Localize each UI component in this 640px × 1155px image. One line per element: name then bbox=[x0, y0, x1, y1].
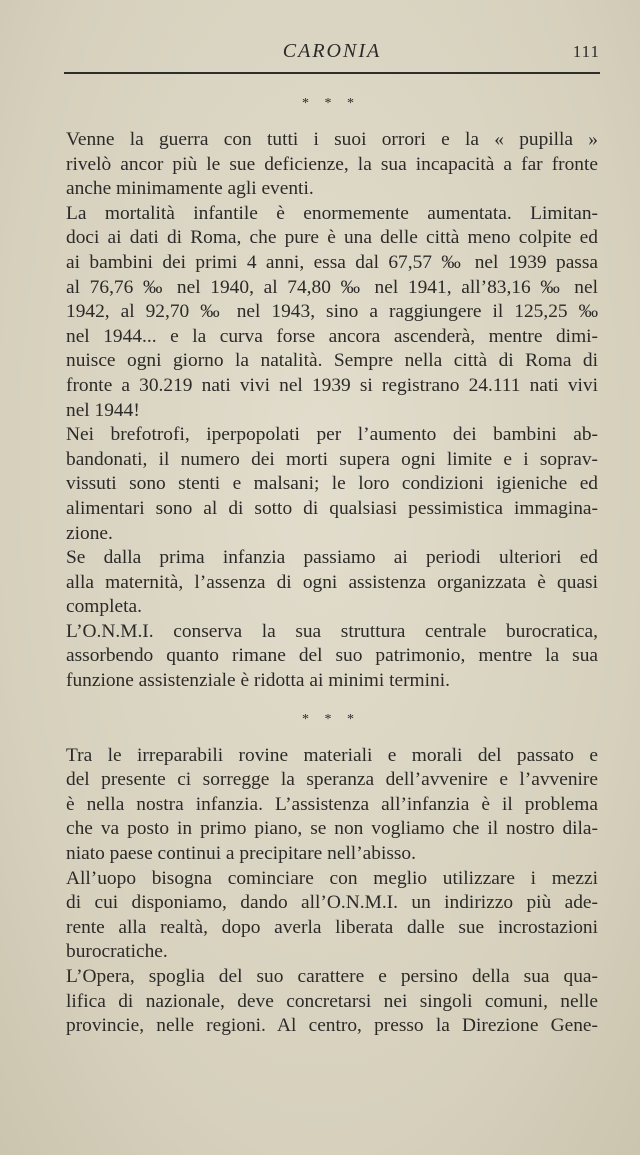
text-line: del presente ci sorregge la speranza dell’avvenire e l’avvenire bbox=[66, 769, 598, 791]
text-line: Tra le irreparabili rovine materiali e morali del passato e bbox=[66, 744, 598, 766]
text-line: doci ai dati di Roma, che pure è una delle città meno colpite ed bbox=[66, 227, 598, 249]
text-line: La mortalità infantile è enormemente aumentata. Limitan- bbox=[66, 202, 598, 224]
paragraph bbox=[64, 867, 598, 965]
running-title: CARONIA bbox=[282, 40, 382, 62]
page-header bbox=[64, 36, 600, 76]
text-line: è nella nostra infanzia. L’assistenza all’infanzia è il problema bbox=[66, 793, 598, 815]
text-line: nuisce ogni giorno la natalità. Sempre nella città di Roma di bbox=[66, 350, 598, 372]
text-line: Venne la guerra con tutti i suoi orrori e la « pupilla » bbox=[66, 129, 598, 150]
text-line: lifica di nazionale, deve concretarsi nei singoli comuni, nelle bbox=[66, 990, 598, 1012]
text-line: di cui disponiamo, dando all’O.N.M.I. un indirizzo più ade- bbox=[66, 892, 598, 914]
text-line: al 76,76 ‰ nel 1940, al 74,80 ‰ nel 1941, all’83,16 ‰ nel bbox=[66, 276, 598, 298]
text-line: alla maternità, l’assenza di ogni assistenza organizzata è quasi bbox=[66, 571, 598, 593]
paragraph bbox=[64, 620, 598, 694]
text-line: L’Opera, spoglia del suo carattere e persino della sua qua- bbox=[66, 966, 598, 987]
text-line: zione. bbox=[66, 522, 113, 544]
text-line: nel 1944... e la curva forse ancora ascenderà, mentre dimi- bbox=[66, 325, 598, 347]
paragraph bbox=[64, 546, 598, 620]
text-line: ai bambini dei primi 4 anni, essa dal 67,57 ‰ nel 1939 passa bbox=[66, 251, 598, 273]
header-rule bbox=[64, 72, 600, 74]
text-line: vissuti sono stenti e malsani; le loro condizioni igieniche ed bbox=[66, 473, 598, 495]
text-line: niato paese continui a precipitare nell’abisso. bbox=[66, 843, 416, 865]
paragraph bbox=[64, 744, 598, 867]
text-line: fronte a 30.219 nati vivi nel 1939 si registrano 24.111 nati vivi bbox=[66, 374, 598, 396]
text-line: rente alla realtà, dopo averla liberata dalle sue incrostazioni bbox=[66, 916, 598, 938]
text-line: nel 1944! bbox=[66, 399, 140, 421]
text-line: provincie, nelle regioni. Al centro, presso la Direzione Gene- bbox=[66, 1015, 598, 1037]
text-line: anche minimamente agli eventi. bbox=[66, 178, 314, 200]
text-line: alimentari sono al di sotto di qualsiasi pessimistica immagina- bbox=[66, 497, 598, 519]
text-line: 1942, al 92,70 ‰ nel 1943, sino a raggiungere il 125,25 ‰ bbox=[66, 301, 598, 323]
text-line: All’uopo bisogna cominciare con meglio utilizzare i mezzi bbox=[66, 867, 598, 889]
text-line: che va posto in primo piano, se non vogliamo che il nostro dila- bbox=[66, 818, 598, 840]
text-line: assorbendo quanto rimane del suo patrimonio, mentre la sua bbox=[66, 645, 598, 667]
section-separator: * * * bbox=[302, 96, 360, 111]
text-line: funzione assistenziale è ridotta ai minimi termini. bbox=[66, 670, 450, 692]
text-line: Nei brefotrofi, iperpopolati per l’aumento dei bambini ab- bbox=[66, 424, 598, 446]
paragraph bbox=[64, 423, 598, 546]
text-line: L’O.N.M.I. conserva la sua struttura centrale burocratica, bbox=[66, 620, 598, 642]
paragraph bbox=[64, 202, 598, 423]
text-line: completa. bbox=[66, 596, 142, 618]
page-number: 111 bbox=[572, 42, 600, 61]
section-separator: * * * bbox=[302, 711, 360, 727]
page-body bbox=[64, 92, 598, 1039]
text-line: burocratiche. bbox=[66, 941, 168, 963]
text-line: Se dalla prima infanzia passiamo ai periodi ulteriori ed bbox=[66, 547, 598, 569]
text-line: bandonati, il numero dei morti supera ogni limite e i soprav- bbox=[66, 448, 598, 470]
text-line: rivelò ancor più le sue deficienze, la sua incapacità a far fronte bbox=[66, 153, 598, 175]
paragraph bbox=[64, 965, 598, 1039]
paragraph bbox=[64, 128, 598, 202]
